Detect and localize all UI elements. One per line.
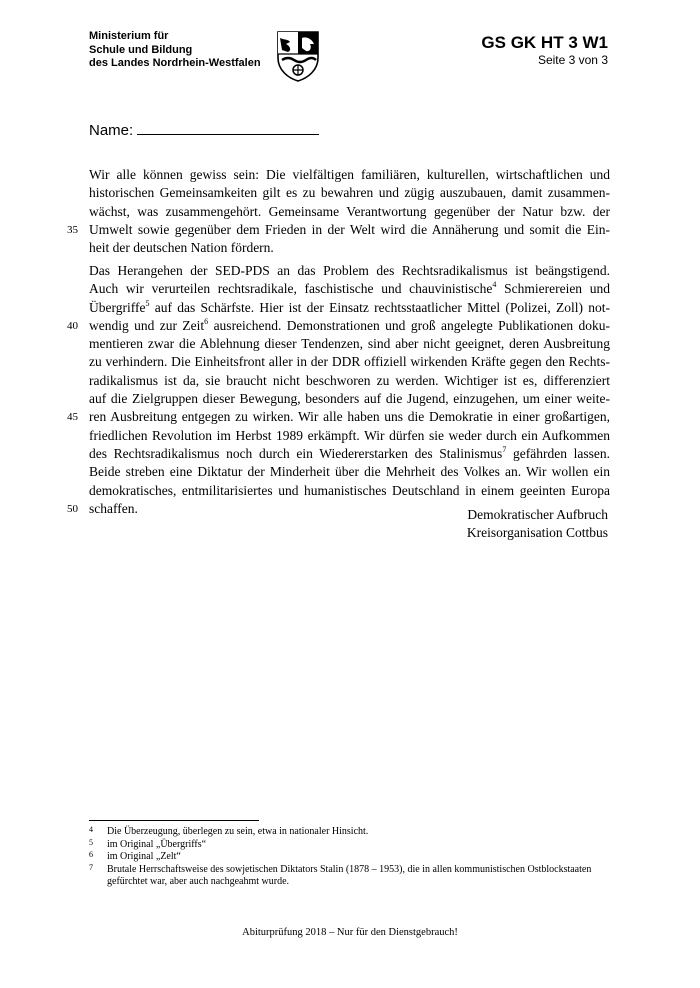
text-line: Beide streben eine Diktatur der Minderheit über die Mehrheit des Volkes an. Wir wollen ein <box>89 464 610 480</box>
paragraph-1 <box>67 166 610 257</box>
exam-code: GS GK HT 3 W1 <box>481 33 608 52</box>
footnote <box>89 826 610 839</box>
footnote-divider <box>89 820 259 821</box>
text-line: radikalismus ist da, sie braucht nicht beschworen zu werden. Wichtiger ist es, differenziert <box>89 372 610 388</box>
ministry-line: Ministerium für <box>89 30 169 42</box>
text-line: demokratisches, entmilitarisiertes und humanistisches Deutschland in einem geeinten Europa <box>89 482 610 498</box>
signature-line: Kreisorganisation Cottbus <box>466 525 608 541</box>
footnote-number: 5 <box>89 837 93 847</box>
text-line: wächst, was zusammengehört. Gemeinsame Verantwortung gegenüber der Natur bzw. der <box>89 203 610 219</box>
paragraph-2 <box>67 262 611 518</box>
footnote-ref: 6 <box>204 316 209 326</box>
ministry-line: des Landes Nordrhein-Westfalen <box>89 57 261 69</box>
footnote-ref: 5 <box>145 298 150 308</box>
text-line: des Rechtsradikalismus noch durch ein Wiedererstarken des Stalinismus$^7$ gefährden lassen. <box>89 444 610 461</box>
footnotes <box>89 826 610 889</box>
text-line: Auch wir verurteilen rechtsradikale, faschistische und chauvinistische$^4$ Schmierereien und <box>89 280 611 297</box>
footnote-ref: 7 <box>502 444 507 454</box>
name-input-line[interactable] <box>137 120 319 135</box>
footnote-number: 6 <box>89 850 93 859</box>
footnote <box>89 864 610 889</box>
footnote-text: im Original „Zelt“ <box>107 851 181 862</box>
text-line: 40 wendig und zur Zeit$^6$ ausreichend. Demonstrationen und groß angelegte Publikationen doku- <box>89 317 610 335</box>
footnote-text: Brutale Herrschaftsweise des sowjetischen Diktators Stalin (1878 – 1953), die in allen kommunistischen Ostblockstaaten gefürchtet war, aber auch nachgeahmt wurde. <box>107 863 592 887</box>
line-number: 40 <box>67 319 78 332</box>
text-line: Übergriffe$^5$ auf das Schärfste. Hier ist der Einsatz rechtsstaatlicher Mittel (Polizei, Zoll) not- <box>89 298 610 315</box>
footnote-ref: 4 <box>492 280 497 290</box>
signature <box>467 506 608 543</box>
footnote-number: 7 <box>89 862 93 872</box>
ministry-line: Schule und Bildung <box>89 43 193 56</box>
text-line: 50 schaffen. <box>89 500 610 518</box>
line-number: 50 <box>67 502 78 515</box>
signature-line: Demokratischer Aufbruch <box>467 507 608 522</box>
text-line: historischen Gemeinsamkeiten gilt es zu bewahren und zügig auszubauen, damit zusammen- <box>89 185 610 201</box>
footnote <box>89 851 610 864</box>
line-number: 35 <box>67 223 78 236</box>
text-line: zu verhindern. Die Einheitsfront aller in der DDR offiziell wirkenden Kräfte gegen den Rechts- <box>89 354 610 370</box>
footnote <box>89 839 610 852</box>
footnote-number: 4 <box>89 825 93 834</box>
text-line: friedlichen Revolution im Herbst 1989 erkämpft. Wir dürfen sie weder durch ein Aufkommen <box>89 427 610 443</box>
text-line: Wir alle können gewiss sein: Die vielfältigen familiären, kulturellen, wirtschaftlichen und <box>89 167 610 182</box>
text-line: mentieren zwar die Ablehnung dieser Tendenzen, sind aber nicht geeignet, deren Ausbreitung <box>89 336 610 352</box>
footnote-text: im Original „Übergriffs“ <box>107 838 207 850</box>
text-line: 45 ren Ausbreitung entgegen zu wirken. Wir alle haben uns die Demokratie in einer großartigen, <box>89 408 610 426</box>
text-line: Das Herangehen der SED-PDS an das Problem des Rechtsradikalismus ist beängstigend. <box>89 263 610 278</box>
page-label: Seite 3 von 3 <box>537 53 608 67</box>
text-line: auf die Zielgruppen dieser Bewegung, besonders auf die Jugend, einzugehen, um einer weite- <box>89 391 610 407</box>
footnote-text: Die Überzeugung, überlegen zu sein, etwa in nationaler Hinsicht. <box>107 826 369 837</box>
text-line: 35 Umwelt sowie gegenüber dem Frieden in der Welt wird die Annäherung und somit die Ein- <box>89 221 610 239</box>
nrw-coat-of-arms-icon <box>276 30 320 82</box>
page-footer: Abiturprüfung 2018 – Nur für den Dienstgebrauch! <box>242 927 458 938</box>
text-line: heit der deutschen Nation fördern. <box>89 240 274 256</box>
name-label: Name: <box>89 122 134 139</box>
name-row <box>89 120 319 139</box>
line-number: 45 <box>67 411 78 424</box>
ministry-name <box>89 30 261 71</box>
